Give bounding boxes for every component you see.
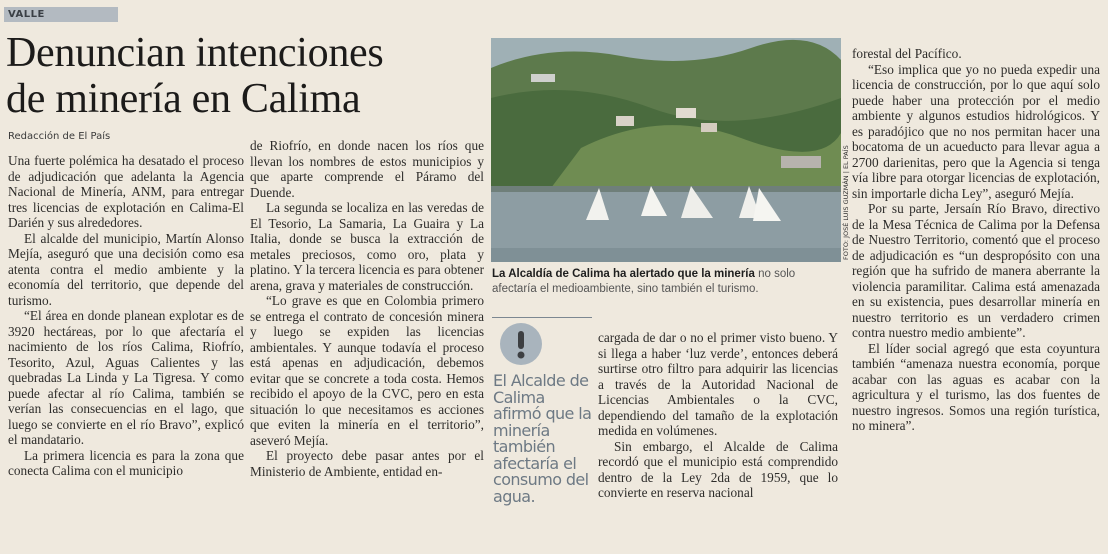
paragraph: “Eso implica que yo no pueda expedir una licencia de construcción, por lo que aquí solo puede haber una protección por el medio ambiente y algunos estudios hidrológicos. Y es paradójico que no nos permitan hacer una bocatoma de un acueducto para llevar agua a 2700 darienitas, pero que la Agencia si tenga vía libre para otorgar licencias de explotación, sin importarle dicha Ley”, aseguró Mejía. xyxy=(852,61,1100,201)
section-tag: VALLE xyxy=(4,7,118,22)
paragraph: El alcalde del municipio, Martín Alonso Mejía, aseguró que una decisión como esa atenta contra el medio ambiente y la economía del territorio, que depende del turismo. xyxy=(8,230,244,308)
pull-quote-divider xyxy=(492,317,592,318)
headline xyxy=(6,30,426,122)
paragraph: Una fuerte polémica ha desatado el proceso de adjudicación que adelanta la Agencia Nacional de Minería, ANM, para entregar tres licencias de explotación en Calima-El Darién y sus alrededores. xyxy=(8,153,244,230)
paragraph: Sin embargo, el Alcalde de Calima recordó que el municipio está comprendido dentro de la Ley 2da de 1959, que lo convierte en reserva nacional xyxy=(598,438,838,500)
caption-lead: La Alcaldía de Calima ha alertado que la minería xyxy=(492,268,755,280)
paragraph: forestal del Pacífico. xyxy=(852,46,962,61)
headline-line-1: Denuncian intenciones xyxy=(6,30,384,76)
paragraph: “El área en donde planean explotar es de 3920 hectáreas, por lo que afectaría el nacimiento de los ríos Calima, Riofrío, Tesorito, Azul, Aguas Calientes y las quebradas La Linda y La Tigresa. Y como puede afectar al río Calima, también se verían las consecuencias en el lago, que luego se convierte en el río Bravo”, explicó el mandatario. xyxy=(8,308,244,447)
article-column-4 xyxy=(852,46,1100,434)
paragraph: de Riofrío, en donde nacen los ríos que llevan los nombres de estos municipios y que aparte comprende el Páramo del Duende. xyxy=(250,138,484,200)
lake-photo xyxy=(491,38,841,262)
paragraph: El líder social agregó que esta coyuntura también “amenaza nuestra economía, porque acabar con las aguas es acabar con la agricultura y el turismo, las dos fuentes de nuestro ingresos. Somos una región turística, no minera”. xyxy=(852,340,1100,433)
lake-photo-illustration xyxy=(491,38,841,262)
paragraph: “Lo grave es que en Colombia primero se entrega el contrato de concesión minera y luego se expiden las licencias ambientales. Y aunque todavía el proceso está apenas en adjudicación, debemos evitar que se concrete a toda costa. Hemos recibido el apoyo de la CVC, pero en esta situación lo que necesitamos es acciones que eviten la minería en el territorio”, aseveró Mejía. xyxy=(250,293,484,448)
paragraph: cargada de dar o no el primer visto bueno. Y si llega a haber ‘luz verde’, entonces deberá surtirse otro filtro para adquirir las licencias a través de la Autoridad Nacional de Licencias Ambientales o la CVC, dependiendo del tamaño de la explotación medida en volúmenes. xyxy=(598,330,838,438)
paragraph: Por su parte, Jersaín Río Bravo, directivo de la Mesa Técnica de Calima por la Defensa de Nuestro Territorio, comentó que el proceso de adjudicación es “un despropósito con una región que ha sufrido de manera aberrante la violencia paramilitar. Calima está amenazada en su existencia, pues desarrollar minería en nuestro territorio es un verdadero crimen contra nuestro medio ambiente”. xyxy=(852,201,1100,340)
byline: Redacción de El País xyxy=(8,131,111,142)
caption-rest: no solo afectaría el medioambiente, sino también el turismo. xyxy=(492,268,796,295)
pull-quote: El Alcalde de Calima afirmó que la minería también afectaría el consumo del agua. xyxy=(493,371,592,506)
headline-line-2: de minería en Calima xyxy=(6,76,361,122)
article-column-2 xyxy=(250,138,484,479)
paragraph: El proyecto debe pasar antes por el Ministerio de Ambiente, entidad en- xyxy=(250,448,484,479)
article-column-1 xyxy=(8,153,244,479)
exclamation-icon xyxy=(500,323,542,365)
article-column-3 xyxy=(598,330,838,501)
paragraph: La segunda se localiza en las veredas de El Tesorio, La Samaria, La Guaira y La Italia, donde se busca la extracción de metales preciosos, como oro, plata y platino. Y la tercera licencia es para obtener arena, grava y materiales de construcción. xyxy=(250,200,484,293)
photo-caption xyxy=(492,267,842,297)
paragraph: La primera licencia es para la zona que conecta Calima con el municipio xyxy=(8,447,244,478)
photo-credit: FOTO: JOSÉ LUIS GUZMÁN | EL PAÍS xyxy=(842,145,850,260)
